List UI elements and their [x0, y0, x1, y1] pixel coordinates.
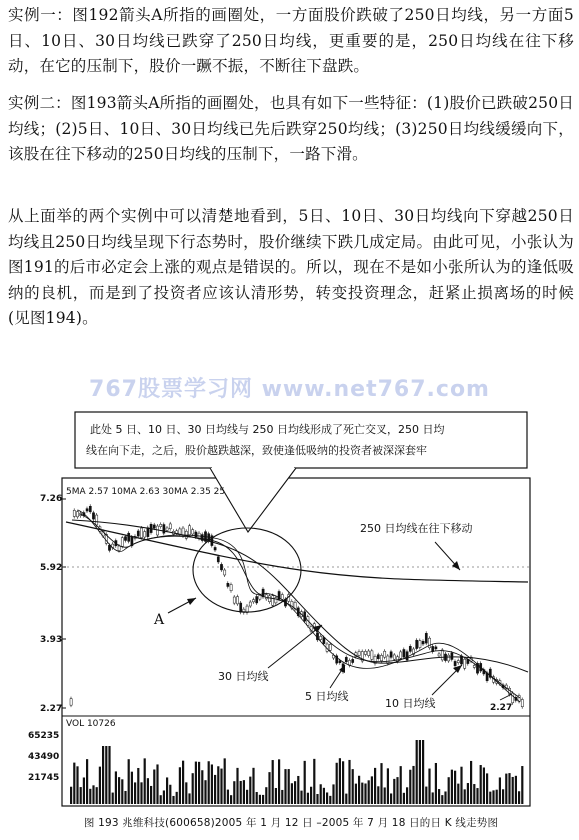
label-ma5: 5 日均线 [305, 690, 349, 703]
volume-bar [233, 781, 235, 804]
price-tick: 7.26 [40, 494, 63, 504]
volume-bar [86, 759, 88, 804]
volume-bar [249, 777, 251, 804]
volume-bar [390, 793, 392, 804]
volume-bar [118, 777, 120, 804]
candle [236, 597, 238, 604]
volume-bar [400, 766, 402, 804]
volume-bar [140, 782, 142, 804]
volume-bar [416, 740, 418, 804]
candle [252, 600, 254, 602]
volume-bar [137, 768, 139, 804]
volume-bar [144, 758, 146, 804]
candle [233, 597, 235, 603]
volume-bar [281, 790, 283, 804]
candle [128, 533, 130, 541]
candle [272, 596, 274, 606]
volume-bar [112, 793, 114, 804]
label-ma30: 30 日均线 [218, 670, 269, 683]
candle [380, 655, 382, 660]
candle [195, 532, 197, 537]
volume-bar [387, 768, 389, 804]
volume-bar [396, 777, 398, 804]
volume-bar [441, 795, 443, 804]
volume-bar [364, 783, 366, 804]
ma10-line [80, 514, 520, 698]
candle [220, 564, 222, 570]
volume-bar [163, 790, 165, 804]
volume-bar [409, 770, 411, 804]
volume-bar [476, 788, 478, 804]
volume-bar [99, 767, 101, 804]
volume-bar [192, 773, 194, 804]
candle [256, 597, 258, 603]
candle [352, 659, 354, 662]
candle [345, 657, 347, 661]
candle [192, 530, 194, 534]
volume-bars [70, 740, 523, 804]
volume-bar [80, 787, 82, 804]
candle [320, 636, 322, 639]
volume-bar [323, 788, 325, 804]
volume-bar [329, 796, 331, 804]
candle [144, 532, 146, 538]
volume-bar [96, 787, 98, 804]
volume-bar [265, 787, 267, 804]
volume-bar [348, 760, 350, 804]
volume-bar [128, 759, 130, 804]
volume-bar [243, 780, 245, 804]
callout-line-2: 线在向下走，之后，股价越跌越深，致使逢低吸纳的投资者被深深套牢 [86, 444, 427, 457]
volume-bar [115, 771, 117, 804]
candle [224, 570, 226, 575]
volume-bar [224, 758, 226, 804]
volume-bar [505, 774, 507, 804]
volume-bar [512, 777, 514, 804]
candle [160, 524, 162, 526]
volume-bar [435, 763, 437, 804]
volume-bar [204, 780, 206, 804]
candle [147, 528, 149, 537]
candle [70, 699, 72, 705]
candle [419, 641, 421, 648]
candle [521, 699, 523, 706]
candle [451, 653, 453, 660]
candle [403, 649, 405, 657]
paragraph-text: 从上面举的两个实例中可以清楚地看到，5日、10日、30日均线向下穿越250日均线且250日均线呈现下行态势时，股价继续下跌几成定局。由此可见，小张认为图191的后市必定会上涨的观点是错误的。所以，现在不是如小张所认为的逢低吸纳的良机，而是到了投资者应该认清形势，转变投资理念，赶紧止损离场的时候(见图194)。 [8, 207, 574, 328]
candle [166, 528, 168, 530]
volume-bar [422, 740, 424, 804]
paragraph-text: 实例一：图192箭头A所指的画圈处，一方面股价跌破了250日均线，另一方面5日、10日、30日均线已跌穿了250日均线，更重要的是，250日均线在往下移动，在它的压制下，股价一蹶不振，不断往下盘跌。 [8, 6, 574, 76]
paragraph-example-1 [8, 3, 574, 80]
candle [473, 665, 475, 667]
candle [76, 512, 78, 517]
candle [428, 638, 430, 648]
candle [214, 547, 216, 550]
candle [73, 510, 75, 516]
ma30-line [72, 520, 528, 672]
candle [368, 651, 370, 656]
volume-bar [211, 764, 213, 804]
volume-bar [83, 777, 85, 804]
volume-bar [288, 769, 290, 804]
candle [188, 526, 190, 535]
kline-chart-figure [0, 410, 579, 810]
ma-legend: 5MA 2.57 10MA 2.63 30MA 2.35 25 [66, 487, 226, 497]
volume-bar [371, 776, 373, 804]
volume-bar [214, 775, 216, 804]
volume-bar [272, 760, 274, 804]
volume-bar [316, 794, 318, 804]
candle [448, 655, 450, 661]
volume-bar [236, 768, 238, 804]
candle [435, 647, 437, 649]
volume-bar [124, 791, 126, 804]
volume-bar [252, 768, 254, 804]
paragraph-text: 实例二：图193箭头A所指的画圈处，也具有如下一些特征：(1)股价已跌破250日均线；(2)5日、10日、30日均线已先后跌穿250均线；(3)250日均线缓缓向下，该股在往下移动的250日均线的压制下，一路下滑。 [8, 94, 574, 164]
volume-bar [473, 784, 475, 804]
volume-bar [246, 790, 248, 804]
candle [329, 644, 331, 650]
volume-bar [419, 740, 421, 804]
volume-bar [70, 787, 72, 804]
candle [390, 652, 392, 658]
volume-bar [489, 792, 491, 804]
candle [400, 652, 402, 658]
candle [230, 584, 232, 590]
volume-bar [166, 777, 168, 804]
candle [259, 595, 261, 599]
paragraph-conclusion [8, 204, 574, 332]
label-ma250: 250 日均线在往下移动 [360, 522, 473, 535]
volume-bar [256, 792, 258, 804]
candle [121, 538, 123, 547]
volume-bar [457, 784, 459, 804]
volume-bar [480, 765, 482, 804]
volume-bar [278, 759, 280, 804]
volume-bar [499, 777, 501, 804]
volume-bar [220, 769, 222, 804]
volume-bar [339, 758, 341, 804]
candle [377, 655, 379, 659]
volume-bar [284, 769, 286, 804]
volume-bar [108, 746, 110, 804]
volume-bar [454, 771, 456, 804]
candle [384, 651, 386, 657]
candle [89, 506, 91, 512]
volume-bar [310, 787, 312, 804]
volume-bar [451, 770, 453, 804]
paragraph-example-2 [8, 91, 574, 168]
volume-bar [326, 792, 328, 804]
callout-line-1: 此处 5 日、10 日、30 日均线与 250 日均线形成了死亡交叉，250 日均 [90, 423, 445, 436]
candle [281, 595, 283, 600]
candle [249, 602, 251, 606]
candle [137, 531, 139, 536]
volume-bar [412, 766, 414, 804]
volume-bar [268, 772, 270, 804]
volume-bar [201, 770, 203, 804]
candle [86, 509, 88, 511]
vol-tick: 21745 [28, 773, 60, 783]
volume-bar [307, 793, 309, 804]
candle [387, 656, 389, 664]
volume-bar [460, 767, 462, 804]
volume-bar [217, 766, 219, 804]
volume-bar [240, 781, 242, 804]
volume-bar [105, 746, 107, 804]
candle [425, 633, 427, 643]
volume-bar [160, 795, 162, 804]
candle [240, 603, 242, 612]
volume-bar [73, 763, 75, 804]
volume-bar [448, 777, 450, 804]
volume-bar [438, 789, 440, 804]
candle [339, 661, 341, 663]
volume-bar [150, 786, 152, 804]
candle [422, 641, 424, 644]
volume-bar [176, 792, 178, 804]
volume-bar [262, 795, 264, 804]
volume-bar [496, 790, 498, 804]
volume-bar [291, 783, 293, 804]
volume-bar [304, 761, 306, 804]
volume-bar [313, 759, 315, 804]
volume-bar [300, 791, 302, 804]
candle [416, 640, 418, 648]
volume-bar [483, 767, 485, 804]
candle [92, 513, 94, 519]
volume-bar [185, 782, 187, 804]
candle [156, 526, 158, 535]
volume-bar [374, 768, 376, 804]
volume-bar [486, 773, 488, 804]
volume-bar [508, 773, 510, 804]
volume-bar [131, 772, 133, 804]
price-tick: 5.92 [40, 563, 63, 573]
volume-bar [342, 761, 344, 804]
candle [512, 693, 514, 703]
candle [358, 651, 360, 655]
volume-bar [92, 785, 94, 804]
volume-bar [521, 766, 523, 804]
candle [441, 650, 443, 660]
volume-bar [345, 794, 347, 804]
volume-bar [147, 778, 149, 804]
label-ma10: 10 日均线 [385, 697, 436, 710]
volume-bar [428, 769, 430, 804]
volume-bar [134, 782, 136, 804]
volume-bar [182, 761, 184, 804]
candle [464, 659, 466, 668]
volume-bar [368, 780, 370, 804]
volume-bar [425, 787, 427, 804]
candle [364, 651, 366, 654]
price-tick: 3.93 [40, 635, 63, 645]
candle [108, 545, 110, 550]
candle [438, 654, 440, 656]
candle [217, 557, 219, 562]
volume-bar [275, 788, 277, 804]
volume-bar [102, 746, 104, 804]
vol-tick: 43490 [28, 752, 60, 762]
volume-bar [380, 763, 382, 804]
volume-bar [259, 795, 261, 804]
volume-bar [332, 784, 334, 804]
volume-bar [121, 779, 123, 804]
volume-bar [179, 767, 181, 804]
arrow-ma30 [268, 625, 322, 668]
candle [457, 661, 459, 663]
volume-bar [169, 785, 171, 804]
volume-bar [432, 792, 434, 804]
volume-bar [515, 776, 517, 804]
volume-bar [352, 769, 354, 804]
volume-bar [502, 789, 504, 804]
candle [409, 646, 411, 651]
vol-tick: 65235 [28, 731, 60, 741]
candle [96, 515, 98, 525]
candle [140, 528, 142, 538]
volume-bar [76, 766, 78, 804]
volume-bar [195, 762, 197, 804]
site-watermark: 767股票学习网 www.net767.com [89, 377, 490, 402]
volume-bar [393, 779, 395, 804]
candle [124, 537, 126, 541]
volume-bar [227, 790, 229, 804]
volume-bar [444, 791, 446, 804]
volume-bar [384, 787, 386, 804]
vol-legend: VOL 10726 [66, 719, 116, 729]
volume-bar [492, 790, 494, 804]
volume-bar [377, 786, 379, 804]
candle [406, 652, 408, 660]
callout-pointer [210, 468, 296, 532]
volume-bar [361, 783, 363, 804]
volume-bar [172, 796, 174, 804]
price-tick: 2.27 [40, 704, 63, 714]
volume-bar [156, 764, 158, 804]
highlight-circle [193, 528, 301, 612]
label-a: A [154, 612, 165, 628]
volume-bar [406, 787, 408, 804]
candle [169, 524, 171, 529]
candle [393, 655, 395, 659]
candle [163, 525, 165, 534]
volume-bar [355, 784, 357, 804]
candle [323, 637, 325, 643]
volume-bar [208, 761, 210, 804]
volume-bar [464, 789, 466, 804]
volume-bar [336, 763, 338, 804]
candle [371, 651, 373, 660]
volume-bar [403, 793, 405, 804]
volume-bar [470, 761, 472, 804]
volume-bar [198, 762, 200, 804]
candle [153, 525, 155, 528]
price-low-label: 2.27 [490, 703, 513, 713]
candle [227, 583, 229, 586]
candle [268, 596, 270, 602]
volume-bar [89, 789, 91, 804]
candle [179, 529, 181, 534]
volume-bar [230, 795, 232, 804]
volume-bar [518, 791, 520, 804]
volume-bar [358, 776, 360, 804]
volume-bar [467, 783, 469, 804]
volume-bar [153, 769, 155, 804]
callout-box [75, 412, 527, 468]
volume-bar [320, 784, 322, 804]
candle [118, 546, 120, 551]
kline-chart [0, 410, 579, 810]
candle [454, 661, 456, 665]
volume-bar [297, 776, 299, 804]
figure-caption: 图 193 兆维科技(600658)2005 年 1 月 12 日 –2005 年 7 月 18 日的日 K 线走势图 [83, 817, 499, 829]
volume-bar [188, 793, 190, 804]
volume-bar [294, 781, 296, 804]
